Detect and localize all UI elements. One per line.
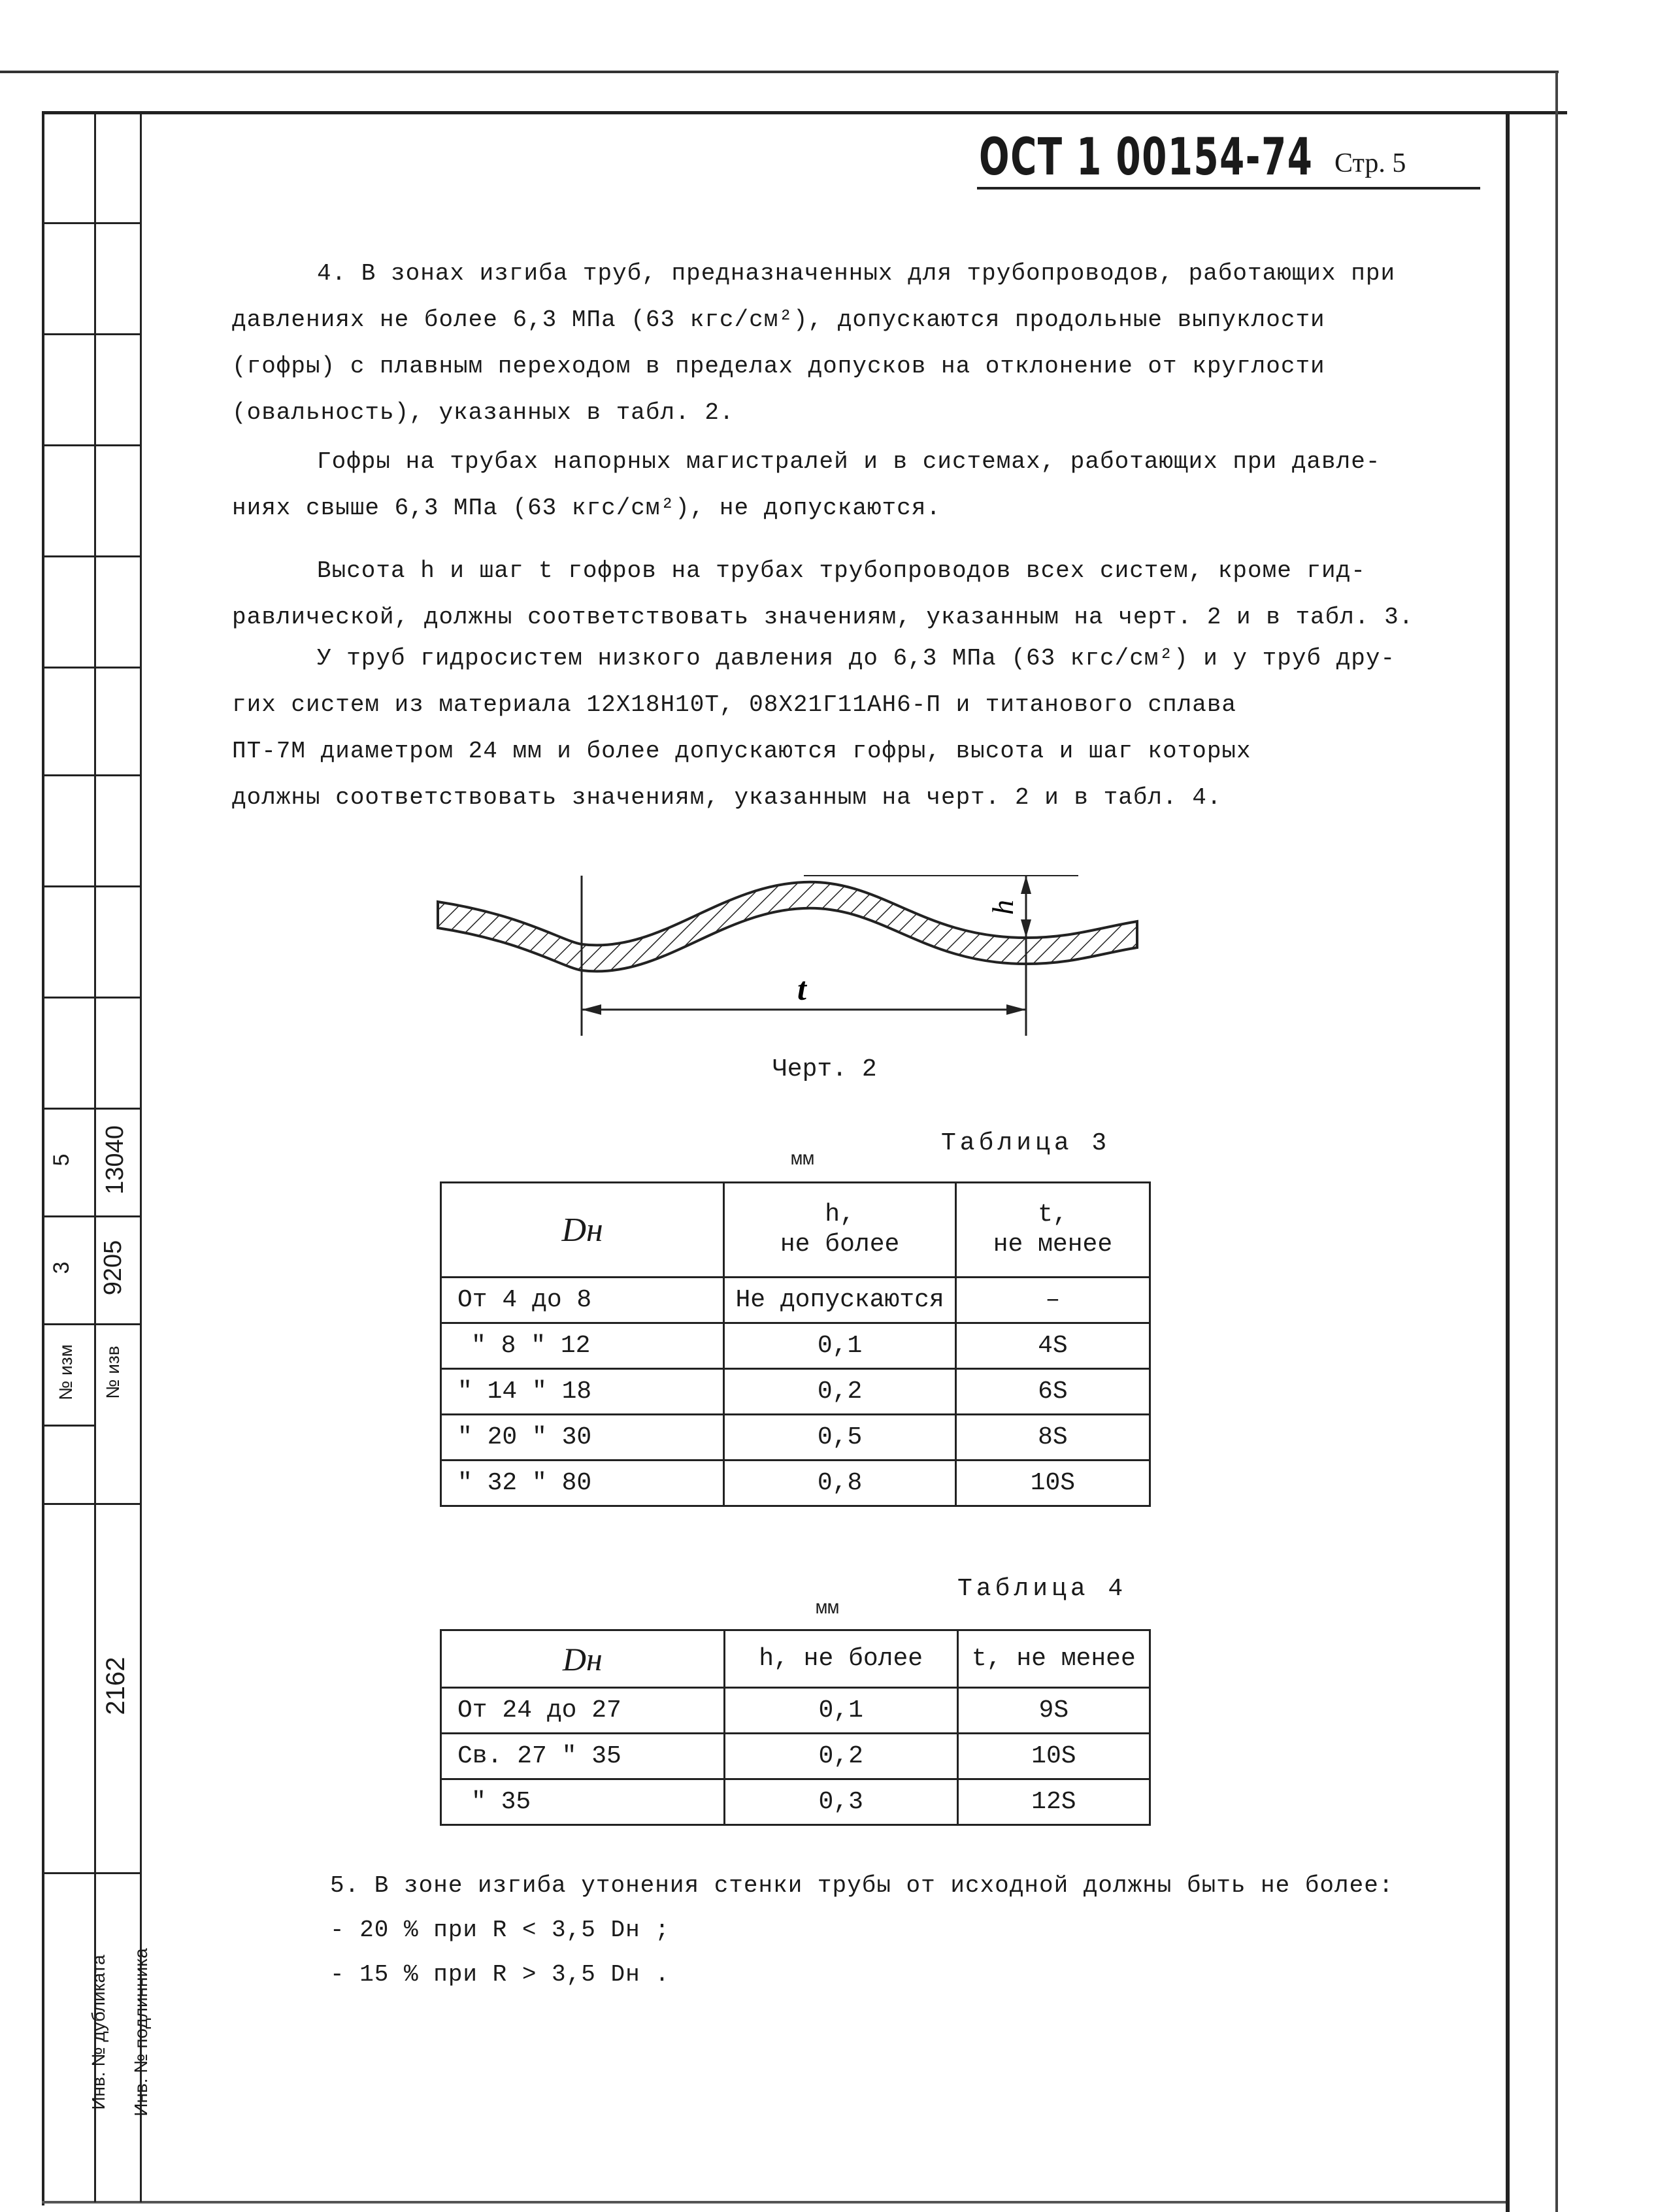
table4-unit: мм xyxy=(816,1598,840,1620)
stamp-inv-dup-label: Инв. № дубликата xyxy=(88,1955,108,2110)
table-row xyxy=(441,1415,1150,1461)
table-cell: – xyxy=(955,1278,1150,1323)
text-line: должны соответствовать значениям, указанным на черт. 2 и в табл. 4. xyxy=(232,784,1222,811)
header-cell: h, не более xyxy=(724,1183,956,1278)
table-row xyxy=(441,1688,1150,1734)
text-line: гих систем из материала 12Х18Н10Т, 08Х21Г11АН6-П и титанового сплава xyxy=(232,691,1237,718)
page-frame-right xyxy=(1506,111,1510,2212)
text-line: 5. В зоне изгиба утонения стенки трубы от исходной должны быть не более: xyxy=(330,1872,1394,1899)
stamp-label-izm: № изм xyxy=(56,1344,76,1400)
header-cell: Dн xyxy=(441,1630,725,1688)
corrugation-drawing xyxy=(425,856,1157,1046)
header-cell: h, не более xyxy=(724,1630,957,1688)
paragraph-low-pressure xyxy=(232,635,1395,821)
table-cell: 0,1 xyxy=(724,1323,956,1369)
paragraph-corrugation-ban xyxy=(232,438,1380,531)
table-cell: ″ 8 ″ 12 xyxy=(441,1323,724,1369)
stamp-inv-orig-label: Инв. № подлинника xyxy=(131,1948,151,2117)
corrugated-wall xyxy=(438,882,1137,972)
table-cell: 0,3 xyxy=(724,1779,957,1825)
text-line: равлической, должны соответствовать значениям, указанным на черт. 2 и в табл. 3. xyxy=(232,604,1414,631)
text-line: 4. В зонах изгиба труб, предназначенных для трубопроводов, работающих при xyxy=(317,260,1396,287)
text-line: Гофры на трубах напорных магистралей и в системах, работающих при давле- xyxy=(317,448,1381,475)
label-h: h xyxy=(986,900,1019,915)
table-row xyxy=(441,1734,1150,1779)
paragraph-height-pitch xyxy=(232,548,1414,640)
table-cell: ″ 35 xyxy=(441,1779,725,1825)
stamp-inv-number: 2162 xyxy=(101,1657,130,1715)
stamp-rev-b: 3 xyxy=(49,1261,74,1274)
header-cell: Dн xyxy=(441,1183,724,1278)
page-bottom-border xyxy=(42,2201,1506,2204)
text-line: давлениях не более 6,3 МПа (63 кгс/см²), допускаются продольные выпуклости xyxy=(232,306,1325,333)
table-cell: 0,1 xyxy=(724,1688,957,1734)
text-line: У труб гидросистем низкого давления до 6,3 МПа (63 кгс/см²) и у труб дру- xyxy=(317,645,1396,672)
table-cell: 12S xyxy=(957,1779,1150,1825)
table-header-row xyxy=(441,1183,1150,1278)
text-line: (овальность), указанных в табл. 2. xyxy=(232,399,735,426)
table-row xyxy=(441,1779,1150,1825)
table-cell: Не допускаются xyxy=(724,1278,956,1323)
table-row xyxy=(441,1369,1150,1415)
table-cell: 0,8 xyxy=(724,1461,956,1506)
table3-title: Таблица 3 xyxy=(941,1129,1111,1157)
paragraph-5 xyxy=(330,1864,1393,1997)
table-cell: 4S xyxy=(955,1323,1150,1369)
page-number: Стр. 5 xyxy=(1334,148,1406,178)
header-cell: t, не менее xyxy=(957,1630,1150,1688)
page-top-border xyxy=(0,71,1559,73)
label-t: t xyxy=(797,970,806,1007)
table-cell: От 4 до 8 xyxy=(441,1278,724,1323)
table-row xyxy=(441,1323,1150,1369)
text-line: ниях свыше 6,3 МПа (63 кгс/см²), не допускаются. xyxy=(232,495,941,521)
header-rule xyxy=(977,187,1480,190)
table4-title: Таблица 4 xyxy=(957,1575,1127,1603)
paragraph-4 xyxy=(232,250,1395,436)
table-cell: 0,5 xyxy=(724,1415,956,1461)
table-row xyxy=(441,1278,1150,1323)
table-cell: Св. 27 ″ 35 xyxy=(441,1734,725,1779)
table-cell: 10S xyxy=(955,1461,1150,1506)
text-line: ПТ-7М диаметром 24 мм и более допускаются гофры, высота и шаг которых xyxy=(232,738,1251,765)
table-cell: 6S xyxy=(955,1369,1150,1415)
table-row xyxy=(441,1461,1150,1506)
table-cell: ″ 20 ″ 30 xyxy=(441,1415,724,1461)
stamp-notice-b: 9205 xyxy=(99,1240,127,1296)
text-line: (гофры) с плавным переходом в пределах допусков на отклонение от круглости xyxy=(232,353,1325,380)
figure-caption: Черт. 2 xyxy=(772,1055,877,1083)
table-cell: ″ 14 ″ 18 xyxy=(441,1369,724,1415)
table-cell: 0,2 xyxy=(724,1734,957,1779)
text-line: - 20 % при R < 3,5 Dн ; xyxy=(330,1917,670,1943)
table-cell: 0,2 xyxy=(724,1369,956,1415)
stamp-notice-a: 13040 xyxy=(101,1125,129,1195)
table3-unit: мм xyxy=(791,1149,815,1171)
table-cell: 9S xyxy=(957,1688,1150,1734)
stamp-label-izv: № изв xyxy=(103,1345,123,1399)
page-frame-right-outer xyxy=(1555,72,1558,2212)
table-cell: ″ 32 ″ 80 xyxy=(441,1461,724,1506)
document-code: ОСТ 1 00154-74 xyxy=(979,128,1314,187)
table-4 xyxy=(440,1629,1151,1826)
table-cell: 8S xyxy=(955,1415,1150,1461)
stamp-rev-a: 5 xyxy=(49,1153,74,1166)
table-cell: От 24 до 27 xyxy=(441,1688,725,1734)
text-line: - 15 % при R > 3,5 Dн . xyxy=(330,1961,670,1988)
table-3 xyxy=(440,1181,1151,1507)
header-cell: t, не менее xyxy=(955,1183,1150,1278)
text-line: Высота h и шаг t гофров на трубах трубопроводов всех систем, кроме гид- xyxy=(317,557,1366,584)
table-header-row xyxy=(441,1630,1150,1688)
table-cell: 10S xyxy=(957,1734,1150,1779)
